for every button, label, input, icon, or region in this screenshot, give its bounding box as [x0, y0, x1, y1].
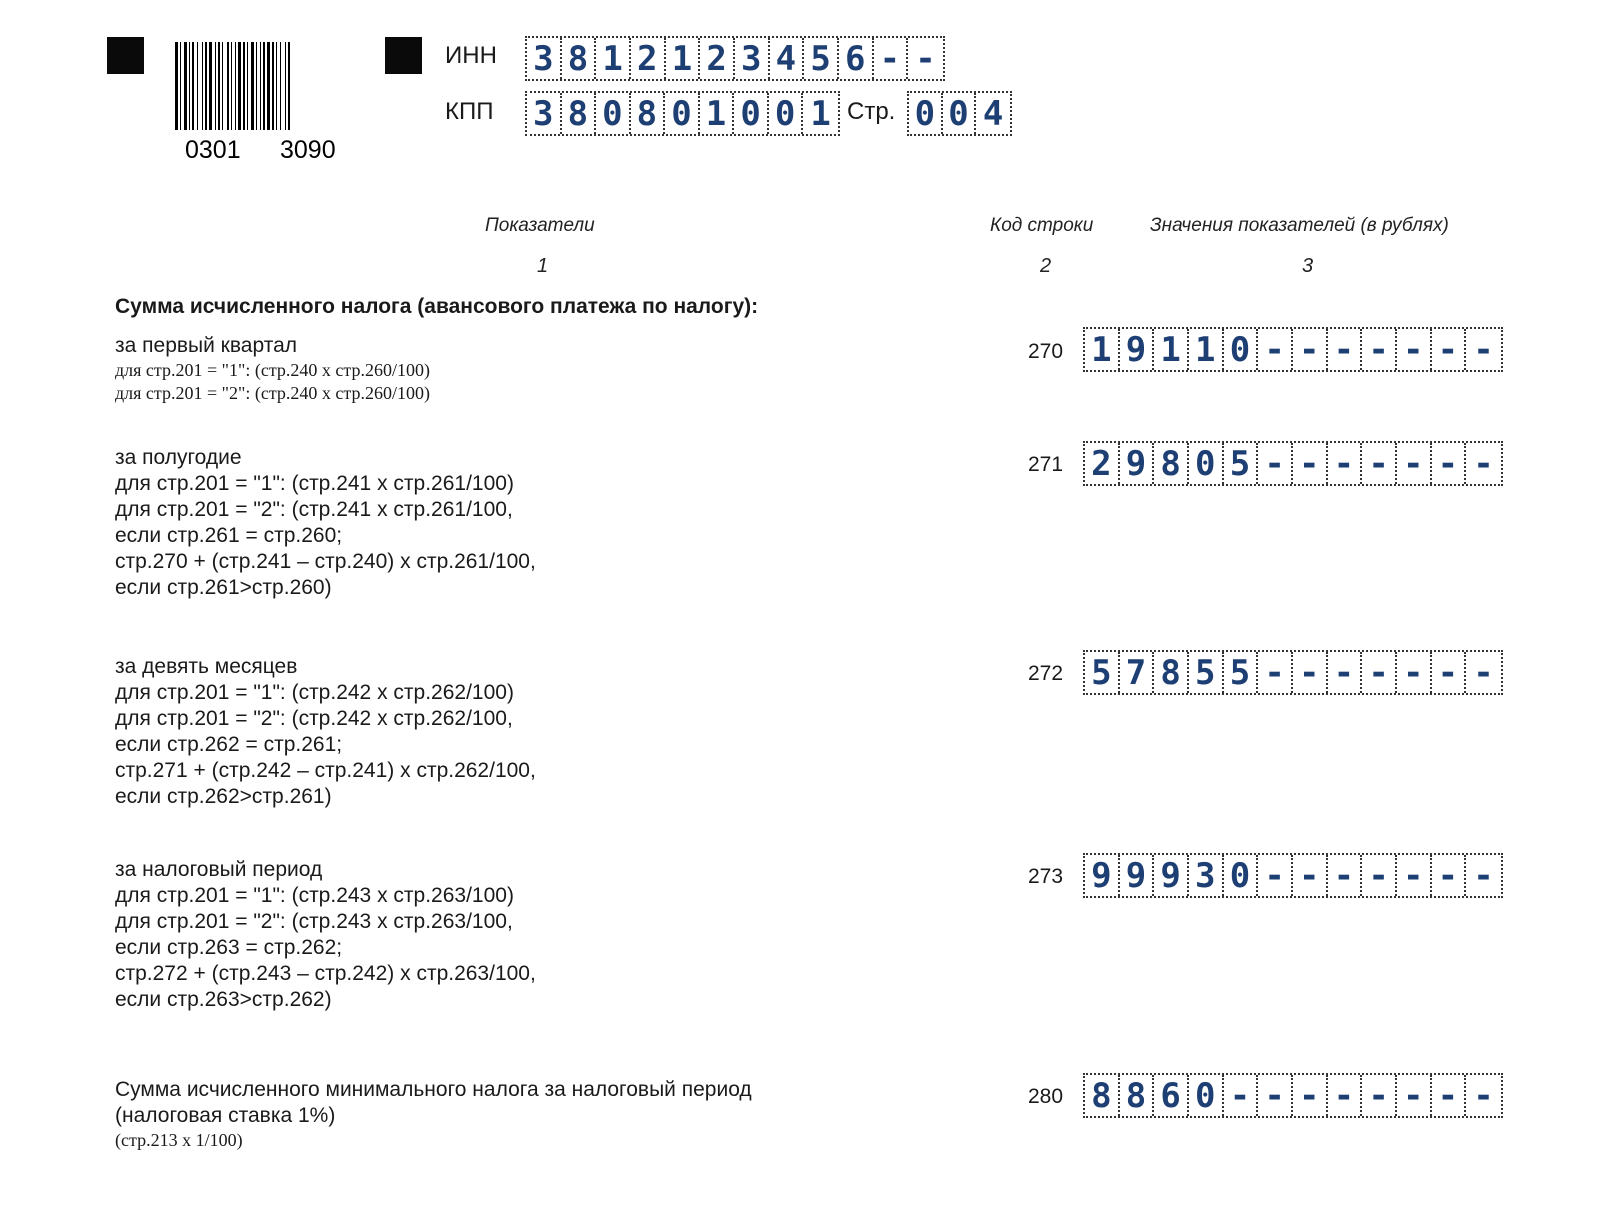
kpp-field-cell[interactable]: 0: [665, 93, 700, 134]
barcode-bar: [231, 42, 232, 130]
value-field-280-cell[interactable]: -: [1328, 1075, 1363, 1116]
value-field-271-cell[interactable]: 8: [1154, 443, 1189, 484]
kpp-field-cell[interactable]: 8: [562, 93, 597, 134]
value-field-272-cell[interactable]: -: [1397, 652, 1432, 693]
value-field-280-cell[interactable]: 8: [1085, 1075, 1120, 1116]
formula-line: для стр.201 = "1": (стр.243 х стр.263/100): [115, 884, 514, 907]
value-field-273-cell[interactable]: 9: [1154, 855, 1189, 896]
inn-field-cell[interactable]: -: [874, 38, 909, 79]
value-field-272-cell[interactable]: 8: [1154, 652, 1189, 693]
value-field-272-cell[interactable]: -: [1328, 652, 1363, 693]
value-field-272-cell[interactable]: -: [1473, 652, 1494, 693]
barcode-bar: [235, 42, 236, 130]
value-field-272-cell[interactable]: -: [1362, 652, 1397, 693]
value-field-270-cell[interactable]: 0: [1224, 329, 1259, 370]
value-field-273-cell[interactable]: -: [1293, 855, 1328, 896]
barcode-bar: [192, 42, 194, 130]
barcode-bar: [251, 42, 254, 130]
value-field-270[interactable]: [1083, 327, 1503, 372]
row-code-273: 273: [1028, 865, 1064, 888]
row-title: за первый квартал: [115, 334, 298, 357]
value-field-270-cell[interactable]: -: [1293, 329, 1328, 370]
row-280-description: [115, 1077, 835, 1152]
value-field-271-cell[interactable]: 9: [1120, 443, 1155, 484]
corner-marker-right: [385, 37, 422, 74]
formula-line: для стр.201 = "2": (стр.240 х стр.260/100): [115, 383, 430, 403]
barcode-bar: [215, 42, 216, 130]
barcode-bar: [205, 42, 207, 130]
kpp-field-cell[interactable]: 0: [769, 93, 804, 134]
value-field-273-cell[interactable]: 9: [1120, 855, 1155, 896]
barcode-bar: [280, 42, 281, 130]
inn-field-cell[interactable]: -: [915, 38, 936, 79]
formula-line: для стр.201 = "2": (стр.241 х стр.261/100,: [115, 498, 513, 521]
value-field-271-cell[interactable]: -: [1258, 443, 1293, 484]
value-field-280[interactable]: [1083, 1073, 1503, 1118]
formula-line: стр.270 + (стр.241 – стр.240) х стр.261/100,: [115, 550, 536, 573]
value-field-280-cell[interactable]: -: [1258, 1075, 1293, 1116]
barcode-bar: [285, 42, 286, 130]
barcode-bar: [175, 42, 178, 130]
row-title-continued: (налоговая ставка 1%): [115, 1104, 336, 1127]
formula-line: если стр.262 = стр.261;: [115, 733, 343, 756]
inn-field-cell[interactable]: 3: [735, 38, 770, 79]
value-field-272-cell[interactable]: 5: [1224, 652, 1259, 693]
column-number-3: 3: [1302, 255, 1314, 277]
barcode-text-right: 3090: [280, 136, 336, 162]
value-field-280-cell[interactable]: 8: [1120, 1075, 1155, 1116]
column-header-indicators: Показатели: [485, 215, 595, 236]
value-field-280-cell[interactable]: -: [1473, 1075, 1494, 1116]
formula-line: если стр.263 = стр.262;: [115, 936, 343, 959]
kpp-field-cell[interactable]: 3: [527, 93, 562, 134]
inn-field-cell[interactable]: 5: [804, 38, 839, 79]
value-field-271-cell[interactable]: -: [1397, 443, 1432, 484]
value-field-271-cell[interactable]: 0: [1189, 443, 1224, 484]
value-field-273-cell[interactable]: -: [1397, 855, 1432, 896]
value-field-270-cell[interactable]: -: [1258, 329, 1293, 370]
barcode-bar: [197, 42, 198, 130]
column-number-1: 1: [537, 255, 549, 277]
row-273-description: [115, 857, 835, 1013]
value-field-271-cell[interactable]: -: [1473, 443, 1494, 484]
inn-field-cell[interactable]: 8: [562, 38, 597, 79]
row-code-280: 280: [1028, 1085, 1064, 1108]
value-field-273-cell[interactable]: -: [1473, 855, 1494, 896]
row-title: за девять месяцев: [115, 655, 298, 678]
value-field-272-cell[interactable]: 5: [1189, 652, 1224, 693]
formula-line: стр.271 + (стр.242 – стр.241) х стр.262/100,: [115, 759, 536, 782]
page-number-field-cell[interactable]: 4: [982, 93, 1004, 134]
value-field-280-cell[interactable]: -: [1397, 1075, 1432, 1116]
barcode-bar: [256, 42, 257, 130]
formula-line: для стр.201 = "1": (стр.241 х стр.261/100): [115, 472, 514, 495]
value-field-273-cell[interactable]: -: [1328, 855, 1363, 896]
kpp-field-cell[interactable]: 0: [596, 93, 631, 134]
formula-line: (стр.213 х 1/100): [115, 1130, 243, 1150]
value-field-271-cell[interactable]: -: [1328, 443, 1363, 484]
barcode-bar: [184, 42, 187, 130]
kpp-field-cell[interactable]: 8: [631, 93, 666, 134]
row-code-270: 270: [1028, 340, 1064, 363]
barcode-bar: [222, 42, 223, 130]
value-field-280-cell[interactable]: -: [1362, 1075, 1397, 1116]
value-field-271-cell[interactable]: -: [1362, 443, 1397, 484]
barcode-text-left: 0301: [185, 136, 241, 162]
value-field-273-cell[interactable]: -: [1258, 855, 1293, 896]
inn-field-cell[interactable]: 2: [700, 38, 735, 79]
inn-field-cell[interactable]: 1: [596, 38, 631, 79]
barcode-bar: [238, 42, 241, 130]
row-title: Сумма исчисленного минимального налога за налоговый период: [115, 1078, 752, 1101]
formula-line: для стр.201 = "1": (стр.240 х стр.260/100): [115, 360, 430, 380]
inn-field[interactable]: [525, 36, 945, 81]
barcode-bar: [267, 42, 270, 130]
column-number-2: 2: [1040, 255, 1052, 277]
formula-line: если стр.261 = стр.260;: [115, 524, 343, 547]
barcode: [175, 42, 365, 162]
value-field-272-cell[interactable]: -: [1432, 652, 1467, 693]
kpp-field-cell[interactable]: 1: [810, 93, 831, 134]
barcode-bar: [209, 42, 212, 130]
value-field-273-cell[interactable]: -: [1432, 855, 1467, 896]
barcode-bar: [288, 42, 290, 130]
value-field-271-cell[interactable]: -: [1293, 443, 1328, 484]
value-field-280-cell[interactable]: 0: [1189, 1075, 1224, 1116]
value-field-273-cell[interactable]: -: [1362, 855, 1397, 896]
value-field-272[interactable]: [1083, 650, 1503, 695]
kpp-field-cell[interactable]: 1: [700, 93, 735, 134]
formula-line: для стр.201 = "1": (стр.242 х стр.262/100): [115, 681, 514, 704]
formula-line: если стр.262>стр.261): [115, 785, 332, 808]
barcode-bar: [247, 42, 248, 130]
value-field-271[interactable]: [1083, 441, 1503, 486]
value-field-270-cell[interactable]: 1: [1154, 329, 1189, 370]
page-number-field-cell[interactable]: 0: [943, 93, 977, 134]
inn-field-cell[interactable]: 6: [839, 38, 874, 79]
value-field-273[interactable]: [1083, 853, 1503, 898]
value-field-272-cell[interactable]: -: [1293, 652, 1328, 693]
barcode-bar: [276, 42, 277, 130]
section-title: Сумма исчисленного налога (авансового платежа по налогу):: [115, 295, 759, 318]
value-field-270-cell[interactable]: -: [1397, 329, 1432, 370]
barcode-bar: [180, 42, 181, 130]
row-270-description: [115, 333, 835, 405]
value-field-270-cell[interactable]: 1: [1085, 329, 1120, 370]
page-number-field[interactable]: [907, 91, 1012, 136]
formula-line: стр.272 + (стр.243 – стр.242) х стр.263/100,: [115, 962, 536, 985]
value-field-273-cell[interactable]: 3: [1189, 855, 1224, 896]
barcode-bar: [202, 42, 203, 130]
value-field-270-cell[interactable]: 1: [1189, 329, 1224, 370]
row-code-272: 272: [1028, 662, 1064, 685]
kpp-field-cell[interactable]: 0: [734, 93, 769, 134]
page-label: Стр.: [847, 98, 896, 125]
value-field-271-cell[interactable]: 5: [1224, 443, 1259, 484]
value-field-280-cell[interactable]: -: [1224, 1075, 1259, 1116]
barcode-bar: [260, 42, 261, 130]
inn-field-cell[interactable]: 3: [527, 38, 562, 79]
barcode-bar: [243, 42, 245, 130]
value-field-270-cell[interactable]: -: [1362, 329, 1397, 370]
value-field-271-cell[interactable]: 2: [1085, 443, 1120, 484]
value-field-280-cell[interactable]: 6: [1154, 1075, 1189, 1116]
page-number-field-cell[interactable]: 0: [909, 93, 943, 134]
value-field-270-cell[interactable]: -: [1432, 329, 1467, 370]
value-field-270-cell[interactable]: -: [1328, 329, 1363, 370]
value-field-280-cell[interactable]: -: [1432, 1075, 1467, 1116]
inn-field-cell[interactable]: 2: [631, 38, 666, 79]
barcode-bar: [272, 42, 274, 130]
value-field-273-cell[interactable]: 9: [1085, 855, 1120, 896]
barcode-bar: [263, 42, 265, 130]
formula-line: если стр.261>стр.260): [115, 576, 332, 599]
formula-line: если стр.263>стр.262): [115, 988, 332, 1011]
row-title: за полугодие: [115, 446, 242, 469]
inn-label: ИНН: [445, 42, 497, 69]
kpp-field[interactable]: [525, 91, 840, 136]
corner-marker-left: [107, 37, 144, 74]
value-field-272-cell[interactable]: 7: [1120, 652, 1155, 693]
barcode-bar: [189, 42, 190, 130]
inn-field-cell[interactable]: 1: [666, 38, 701, 79]
value-field-273-cell[interactable]: 0: [1224, 855, 1259, 896]
value-field-272-cell[interactable]: 5: [1085, 652, 1120, 693]
barcode-bar: [227, 42, 229, 130]
inn-field-cell[interactable]: 4: [770, 38, 805, 79]
value-field-270-cell[interactable]: -: [1473, 329, 1494, 370]
value-field-280-cell[interactable]: -: [1293, 1075, 1328, 1116]
column-header-code: Код строки: [990, 215, 1094, 236]
value-field-272-cell[interactable]: -: [1258, 652, 1293, 693]
value-field-270-cell[interactable]: 9: [1120, 329, 1155, 370]
row-272-description: [115, 654, 835, 810]
barcode-bar: [218, 42, 220, 130]
kpp-label: КПП: [445, 98, 494, 125]
row-title: за налоговый период: [115, 858, 323, 881]
barcode-bars: [175, 42, 290, 130]
row-271-description: [115, 445, 835, 601]
column-header-values: Значения показателей (в рублях): [1150, 215, 1449, 236]
formula-line: для стр.201 = "2": (стр.242 х стр.262/100,: [115, 707, 513, 730]
value-field-271-cell[interactable]: -: [1432, 443, 1467, 484]
formula-line: для стр.201 = "2": (стр.243 х стр.263/100,: [115, 910, 513, 933]
row-code-271: 271: [1028, 453, 1064, 476]
